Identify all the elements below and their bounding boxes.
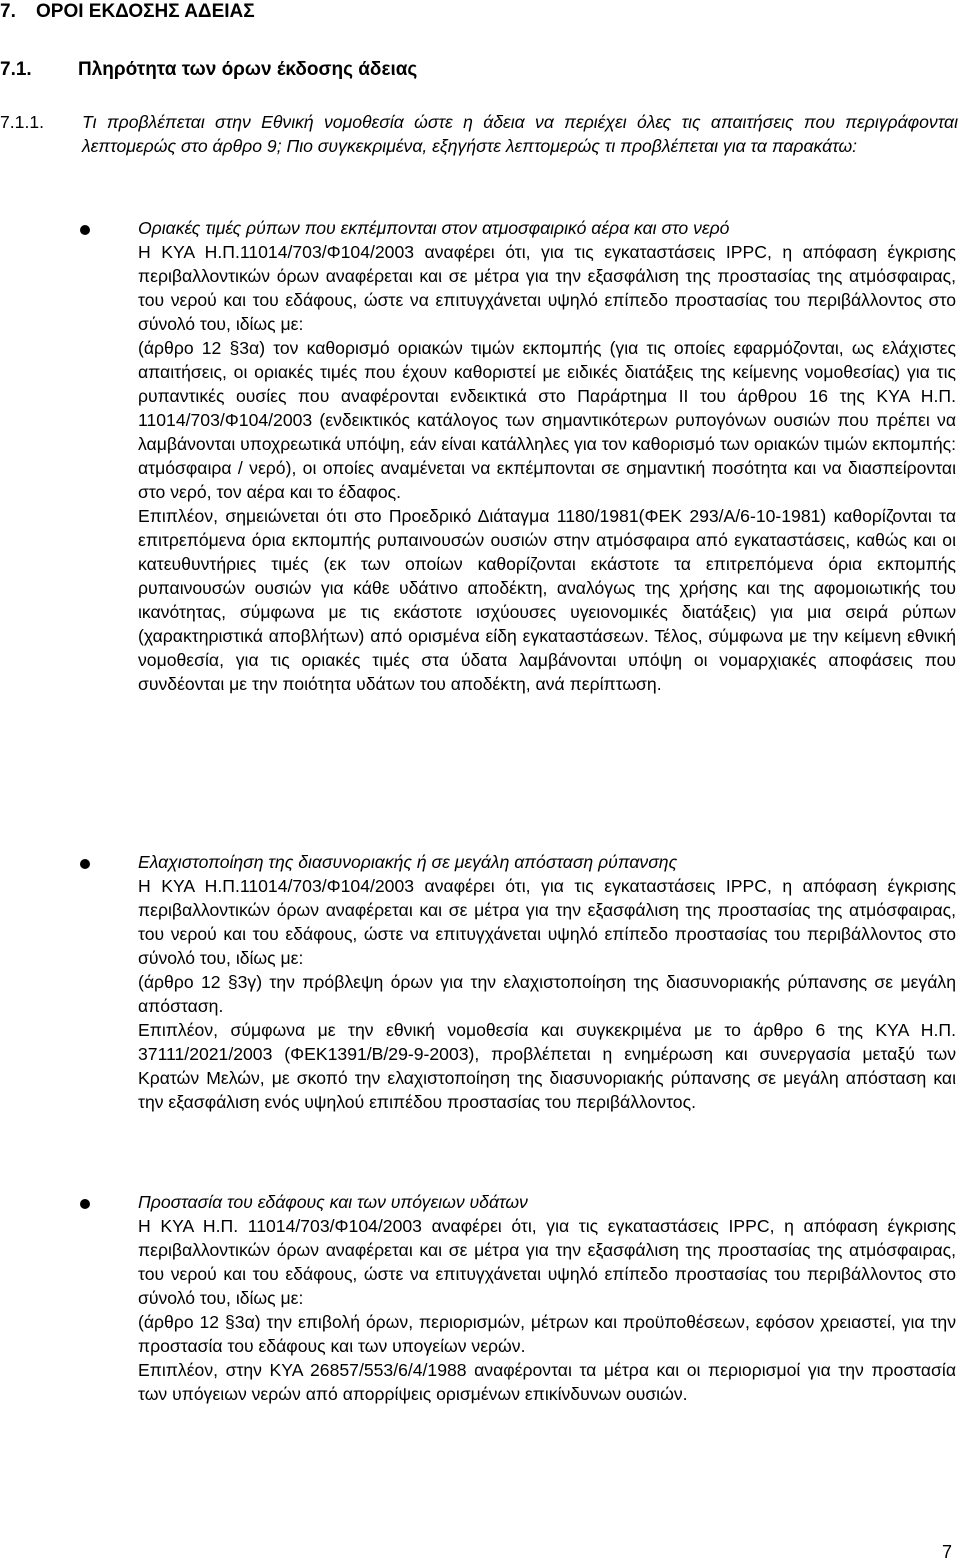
paragraph: Η ΚΥΑ Η.Π.11014/703/Φ104/2003 αναφέρει ότι, για τις εγκαταστάσεις IPPC, η απόφαση έγκρισης περιβαλλοντικών όρων αναφέρεται και σε μέτρα για την εξασφάλιση της προστασίας της ατμόσφαιρας, του νερού και του εδάφους, ώστε να επιτυγχάνεται υψηλό επίπεδο προστασίας του περιβάλλοντος στο σύνολό του, ιδίως με: bbox=[138, 876, 956, 968]
subsection-title: Πληρότητα των όρων έκδοσης άδειας bbox=[78, 59, 418, 80]
bullet-title: Οριακές τιμές ρύπων που εκπέμπονται στον ατμοσφαιρικό αέρα και στο νερό bbox=[138, 218, 730, 238]
section-title: ΟΡΟΙ ΕΚΔΟΣΗΣ ΑΔΕΙΑΣ bbox=[36, 1, 255, 22]
paragraph: (άρθρο 12 §3γ) την πρόβλεψη όρων για την ελαχιστοποίηση της διασυνοριακής ρύπανσης σε μεγάλη απόσταση. bbox=[138, 972, 956, 1016]
bullet-section bbox=[138, 216, 956, 696]
bullet-section bbox=[138, 1190, 956, 1406]
question-text: Τι προβλέπεται στην Εθνική νομοθεσία ώστε η άδεια να περιέχει όλες τις απαιτήσεις που περιγράφονται λεπτομερώς στο άρθρο 9; Πιο συγκεκριμένα, εξηγήστε λεπτομερώς τι προβλέπεται για τα παρακάτω: bbox=[82, 112, 958, 156]
subsection-heading bbox=[0, 58, 417, 82]
question-number: 7.1.1. bbox=[0, 112, 45, 132]
page-number: 7 bbox=[941, 1542, 952, 1562]
paragraph: Επιπλέον, σύμφωνα με την εθνική νομοθεσία και συγκεκριμένα με το άρθρο 6 της ΚΥΑ Η.Π. 37111/2021/2003 (ΦΕΚ1391/Β/29-9-2003), προβλέπεται η ενημέρωση και συνεργασία μεταξύ των Κρατών Μελών, με σκοπό την ελαχιστοποίηση της διασυνοριακής ρύπανσης σε μεγάλη απόσταση και την εξασφάλιση ενός υψηλού επιπέδου προστασίας του περιβάλλοντος. bbox=[138, 1020, 956, 1112]
paragraph: Η ΚΥΑ Η.Π.11014/703/Φ104/2003 αναφέρει ότι, για τις εγκαταστάσεις IPPC, η απόφαση έγκρισης περιβαλλοντικών όρων αναφέρεται και σε μέτρα για την εξασφάλιση της προστασίας της ατμόσφαιρας, του νερού και του εδάφους, ώστε να επιτυγχάνεται υψηλό επίπεδο προστασίας του περιβάλλοντος στο σύνολό του, ιδίως με: bbox=[138, 242, 956, 334]
bullet-section bbox=[138, 850, 956, 1114]
paragraph: Επιπλέον, σημειώνεται ότι στο Προεδρικό Διάταγμα 1180/1981(ΦΕΚ 293/Α/6-10-1981) καθορίζονται τα επιτρεπόμενα όρια εκπομπής ρυπαινουσών ουσιών στην ατμόσφαιρα από εγκαταστάσεις, καθώς και οι κατευθυντήριες τιμές (εκ των οποίων καθορίζονται εκάστοτε τα επιτρεπόμενα όρια εκπομπής ρυπαινουσών ουσιών για κάθε υδάτινο αποδέκτη, αναλόγως της χρήσης και της αφομοιωτικής του ικανότητας, σύμφωνα με τις εκάστοτε ισχύουσες υγειονομικές διατάξεις) για μια σειρά ρύπων (χαρακτηριστικά αποβλήτων) από ορισμένα είδη εγκαταστάσεων. Τέλος, σύμφωνα με την κείμενη εθνική νομοθεσία, για τις οριακές τιμές στα ύδατα λαμβάνονται υπόψη οι νομαρχιακές αποφάσεις που συνδέονται με την ποιότητα υδάτων του αποδέκτη, ανά περίπτωση. bbox=[138, 506, 956, 694]
paragraph: Η ΚΥΑ Η.Π. 11014/703/Φ104/2003 αναφέρει ότι, για τις εγκαταστάσεις IPPC, η απόφαση έγκρισης περιβαλλοντικών όρων αναφέρεται και σε μέτρα για την εξασφάλιση της προστασίας της ατμόσφαιρας, του νερού και του εδάφους, ώστε να επιτυγχάνεται υψηλό επίπεδο προστασίας του περιβάλλοντος στο σύνολό του, ιδίως με: bbox=[138, 1216, 956, 1308]
paragraph: Επιπλέον, στην ΚΥΑ 26857/553/6/4/1988 αναφέρονται τα μέτρα και οι περιορισμοί για την προστασία των υπόγειων νερών από απορρίψεις ορισμένων επικίνδυνων ουσιών. bbox=[138, 1360, 956, 1404]
section-heading bbox=[0, 0, 255, 24]
paragraph: (άρθρο 12 §3α) την επιβολή όρων, περιορισμών, μέτρων και προϋποθέσεων, εφόσον χρειαστεί, για την προστασία του εδάφους και των υπογείων νερών. bbox=[138, 1312, 956, 1356]
bullet-icon bbox=[80, 1199, 90, 1209]
subsection-number: 7.1. bbox=[0, 59, 32, 80]
bullet-icon bbox=[80, 225, 90, 235]
paragraph: (άρθρο 12 §3α) τον καθορισμό οριακών τιμών εκπομπής (για τις οποίες εφαρμόζονται, ως ελάχιστες απαιτήσεις, οι οριακές τιμές που έχουν καθοριστεί με ειδικές διατάξεις της κείμενης νομοθεσίας) για τις ρυπαντικές ουσίες που αναφέρονται ενδεικτικά στο Παράρτημα ΙΙ του άρθρου 16 της ΚΥΑ Η.Π. 11014/703/Φ104/2003 (ενδεικτικός κατάλογος των σημαντικότερων ρυπογόνων ουσιών που πρέπει να λαμβάνονται υποχρεωτικά υπόψη, εάν είναι κατάλληλες για τον καθορισμό των οριακών τιμών εκπομπής: ατμόσφαιρα / νερό), οι οποίες αναμένεται να εκπέμπονται σε σημαντική ποσότητα και να διασπείρονται στο νερό, τον αέρα και το έδαφος. bbox=[138, 338, 956, 502]
bullet-icon bbox=[80, 859, 90, 869]
section-number: 7. bbox=[0, 1, 16, 22]
bullet-title: Ελαχιστοποίηση της διασυνοριακής ή σε μεγάλη απόσταση ρύπανσης bbox=[138, 852, 678, 872]
bullet-title: Προστασία του εδάφους και των υπόγειων υδάτων bbox=[138, 1192, 528, 1212]
